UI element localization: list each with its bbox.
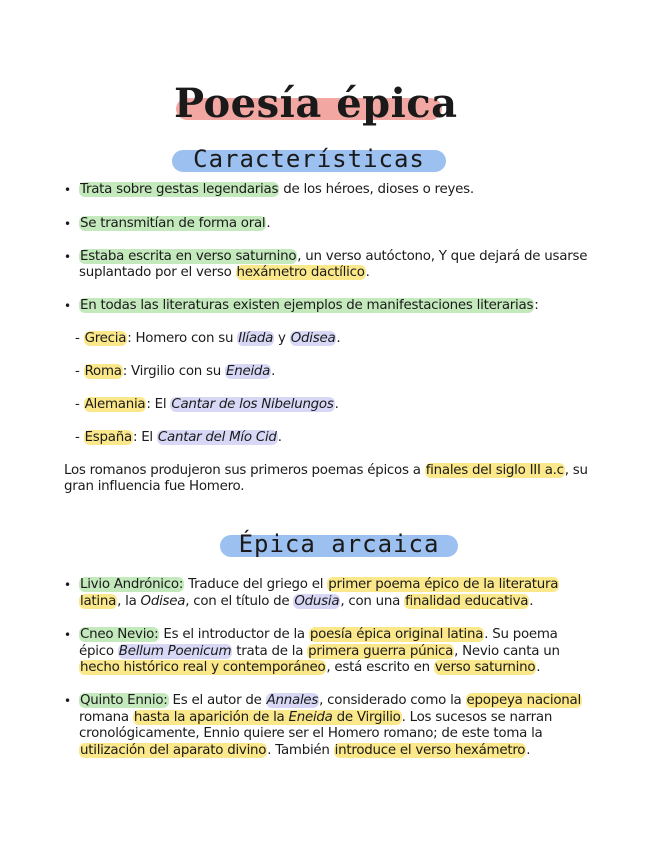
bullet-icon: • (64, 578, 72, 592)
list-item: En todas las literaturas existen ejemplos de manifestaciones literarias: (80, 298, 539, 313)
bullet-icon: • (64, 250, 72, 264)
list-item-continuation: utilización del aparato divino. También introduce el verso hexámetro. (80, 743, 531, 758)
list-item-ennio: Quinto Ennio: Es el autor de Annales, considerado como la epopeya nacional (80, 693, 581, 708)
list-item-continuation: suplantado por el verso hexámetro dactílico. (79, 265, 370, 280)
section-heading-epica-arcaica: Épica arcaica (224, 531, 454, 557)
list-item-continuation: hecho histórico real y contemporáneo, está escrito en verso saturnino. (80, 660, 541, 675)
sub-item-alemania: - Alemania: El Cantar de los Nibelungos. (75, 397, 339, 412)
list-item-continuation: épico Bellum Poenicum trata de la primera guerra púnica, Nevio canta un (79, 644, 560, 659)
bullet-icon: • (64, 183, 72, 197)
bullet-icon: • (64, 628, 72, 642)
list-item: Se transmitían de forma oral. (80, 216, 271, 231)
section-heading-caracteristicas: Características (176, 146, 442, 172)
page-title: Poesía épica (174, 80, 458, 127)
list-item-continuation: romana hasta la aparición de la Eneida de Virgilio. Los sucesos se narran (79, 710, 553, 725)
list-item-nevio: Cneo Nevio: Es el introductor de la poesía épica original latina. Su poema (80, 627, 558, 642)
paragraph-continuation: gran influencia fue Homero. (64, 479, 245, 494)
sub-item-grecia: - Grecia: Homero con su Ilíada y Odisea. (75, 331, 341, 346)
list-item-continuation: cronológicamente, Ennio quiere ser el Homero romano; de este toma la (79, 726, 543, 741)
list-item-livio: Livio Andrónico: Traduce del griego el primer poema épico de la literatura (80, 577, 559, 592)
paragraph: Los romanos produjeron sus primeros poemas épicos a finales del siglo III a.c, su (64, 463, 588, 478)
list-item: Trata sobre gestas legendarias de los héroes, dioses o reyes. (80, 182, 474, 197)
bullet-icon: • (64, 217, 72, 231)
highlight-span: hasta la aparición de la Eneida de Virgilio (133, 710, 401, 725)
list-item: Estaba escrita en verso saturnino, un verso autóctono, Y que dejará de usarse (80, 249, 588, 264)
bullet-icon: • (64, 694, 72, 708)
list-item-continuation: latina, la Odisea, con el título de Odusia, con una finalidad educativa. (80, 594, 534, 609)
bullet-icon: • (64, 299, 72, 313)
sub-item-espana: - España: El Cantar del Mío Cid. (75, 430, 282, 445)
sub-item-roma: - Roma: Virgilio con su Eneida. (75, 364, 276, 379)
